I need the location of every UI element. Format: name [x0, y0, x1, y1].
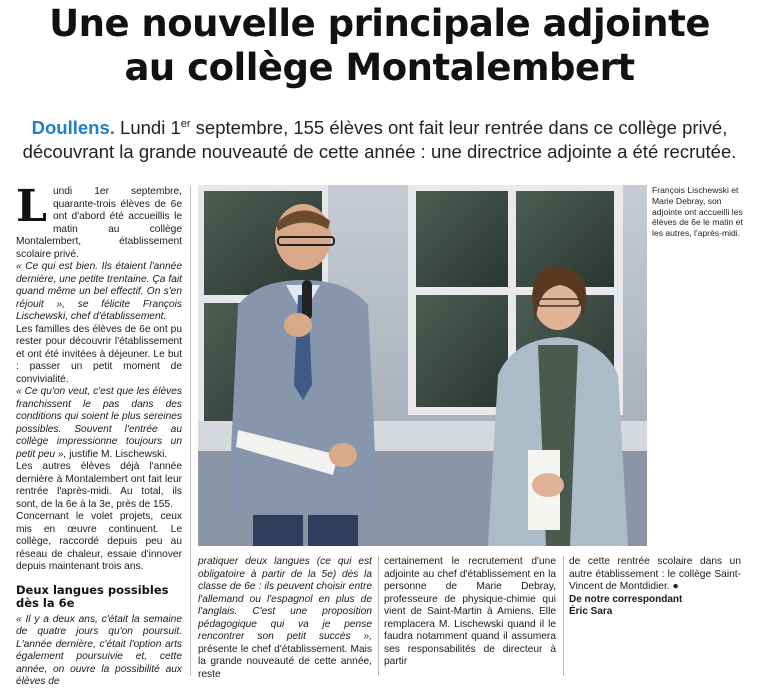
drop-cap: L [16, 181, 47, 232]
col1-paragraph-5: Les autres élèves déjà l'année dernière à Montalembert ont fait leur rentrée l'après-midi. Au total, ils sont, de la 6e à la 3e, près de 155. [16, 461, 182, 510]
body-column-2 [198, 556, 372, 681]
subheading-line-1: Deux langues possibles [16, 582, 169, 597]
col2-text: présente le chef d'établissement. Mais la grande nouveauté de cette année, reste [198, 643, 372, 680]
lead-sup: er [180, 118, 191, 130]
col2-paragraph-1 [198, 556, 372, 681]
headline [0, 2, 759, 90]
photo-caption: François Lischewski et Marie Debray, son adjointe ont accueilli les élèves de 6e le matin et les autres, l'après-midi. [652, 185, 743, 239]
col1-quote-1: « Ce qui est bien. Ils étaient l'année dernière, une petite trentaine. Ça fait quand même un bel effectif. On s'en réjouit », se félicite François Lischewski, chef d'établissement. [16, 261, 182, 322]
subheading-line-2: dès la 6e [16, 595, 75, 610]
column-divider-3 [563, 556, 564, 676]
lead-line-2: découvrant la grande nouveauté de cette année : une directrice adjointe a été recrutée. [22, 141, 737, 163]
col4-paragraph-1 [569, 556, 741, 594]
col2-quote: pratiquer deux langues (ce qui est obligatoire à partir de la 5e) dès la classe de 6e : ils peuvent choisir entre l'allemand ou l'espagnol en plus de l'anglais. C'est une proposition pédagogique qui va je pense rencontrer son petit succès », [198, 556, 372, 642]
col1-quote-3: « Il y a deux ans, c'était la semaine de quatre jours qu'on poursuit. L'année dernière, c'était l'option arts également poursuivie et, cette année, on ouvre la possibilité aux élèves de [16, 613, 182, 687]
col1-paragraph-1: undi 1er septembre, quarante-trois élèves de 6e ont d'abord été accueillis le matin au collège Montalembert, établissement scolaire privé. [16, 186, 182, 260]
headline-line-2: au collège Montalembert [124, 46, 635, 89]
body-column-3 [384, 556, 556, 669]
col1-attribution: justifie M. Lischewski. [66, 448, 168, 460]
col1-quote-2: « Ce qu'on veut, c'est que les élèves franchissent le pas dans des conditions qui soient le plus sereines possibles. Souvent l'entrée au collège impressionne toujours un petit peu », [16, 386, 182, 460]
body-column-4 [569, 556, 741, 618]
col1-paragraph-4 [16, 386, 182, 461]
col4-text: de cette rentrée scolaire dans un autre établissement : le collège Saint-Vincent de Montdidier. [569, 556, 741, 592]
lead-text-1b: septembre, 155 élèves ont fait leur rentrée dans ce collège privé, [190, 117, 728, 139]
byline [569, 594, 741, 618]
lead-text-1a: Lundi 1 [114, 117, 181, 139]
lead-place: Doullens. [31, 117, 115, 139]
col3-paragraph-1: certainement le recrutement d'une adjointe au chef d'établissement en la personne de Marie Debray, professeure de physique-chimie qui vient de Saint-Martin à Amiens. Elle remplacera M. Lischewski quand il le faudra notamment quand il assumera ses responsabilités de directeur à partir [384, 556, 556, 667]
column-divider-1 [190, 186, 191, 676]
col1-paragraph-3: Les familles des élèves de 6e ont pu rester pour découvrir l'établissement et ont été invitées à déjeuner. Le but : passer un petit moment de convivialité. [16, 323, 182, 385]
column-divider-2 [378, 556, 379, 676]
byline-role: De notre correspondant [569, 593, 683, 605]
body-column-1 [16, 181, 182, 689]
subheading [16, 584, 182, 610]
col1-paragraph-6: Concernant le volet projets, ceux mis en œuvre continuent. Le collège, raccordé depuis peu au réseau de chaleur, essaie d'innover depuis maintenant trois ans. [16, 511, 182, 572]
col1-paragraph-7 [16, 614, 182, 689]
photo-illustration [198, 185, 647, 546]
headline-line-1: Une nouvelle principale adjointe [49, 2, 710, 45]
col1-paragraph-2 [16, 261, 182, 324]
end-mark: ● [669, 581, 679, 592]
byline-author: Éric Sara [569, 605, 613, 617]
lead-paragraph [0, 112, 759, 164]
article-photo [198, 185, 647, 546]
lead-line-1 [0, 112, 759, 140]
